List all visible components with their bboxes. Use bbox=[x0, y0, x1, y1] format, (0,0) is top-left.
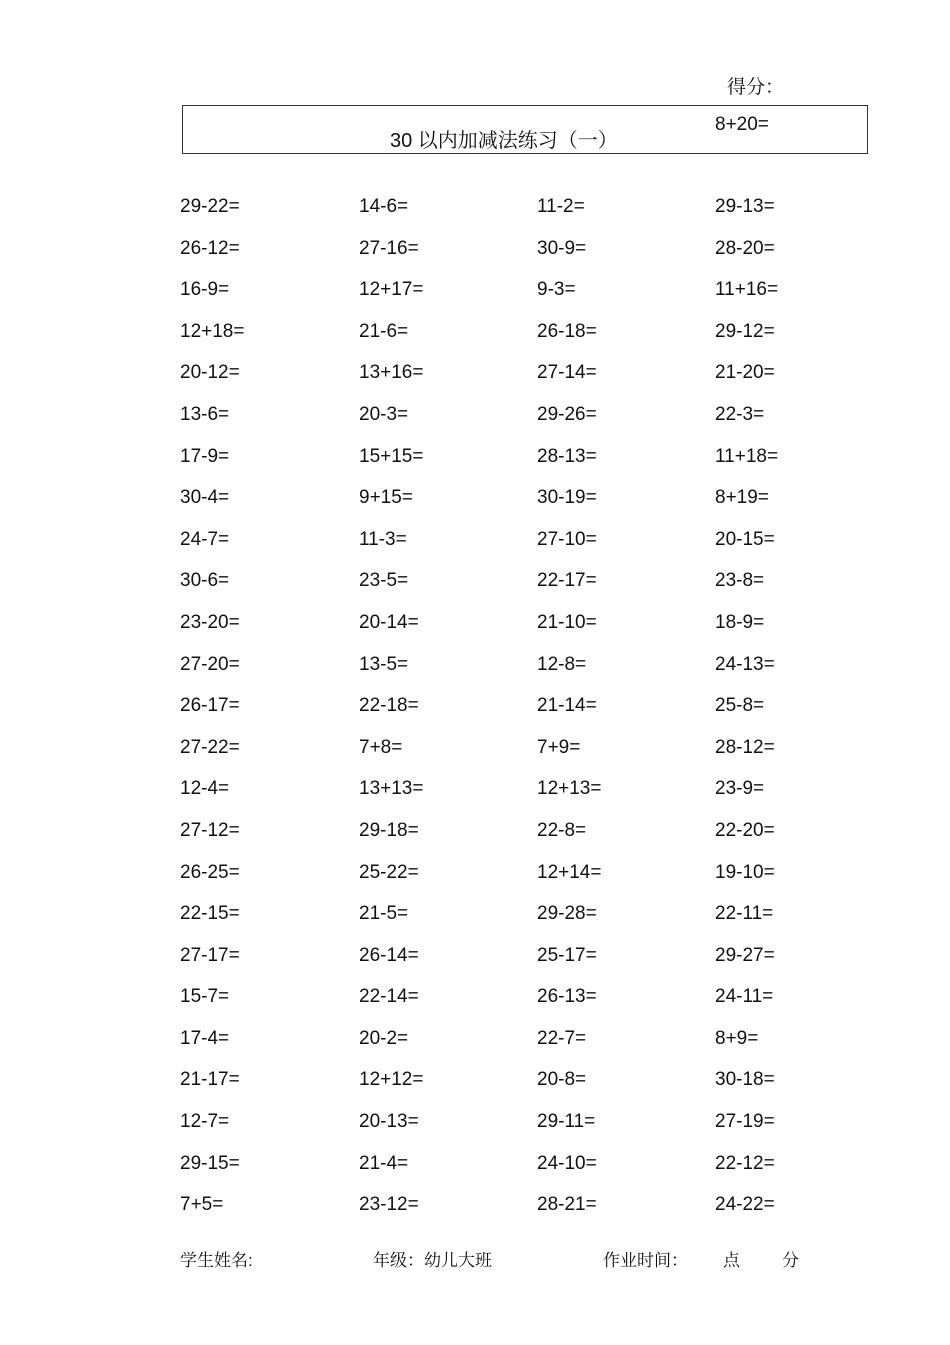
problem-item: 26-13= bbox=[537, 986, 597, 1008]
problem-item: 22-18= bbox=[359, 695, 419, 717]
problem-item: 8+9= bbox=[715, 1027, 759, 1049]
extra-problem: 8+20= bbox=[715, 114, 769, 135]
problem-item: 11-3= bbox=[359, 528, 407, 550]
problem-item: 22-11= bbox=[715, 903, 774, 925]
problem-item: 23-8= bbox=[715, 570, 765, 592]
problem-item: 27-19= bbox=[715, 1111, 775, 1133]
problem-item: 29-22= bbox=[180, 196, 240, 217]
problem-item: 27-20= bbox=[180, 653, 240, 675]
problem-item: 13-5= bbox=[359, 653, 409, 675]
problem-item: 16-9= bbox=[180, 279, 230, 301]
problem-item: 29-13= bbox=[715, 196, 775, 217]
problem-item: 7+8= bbox=[359, 736, 403, 758]
problem-item: 30-4= bbox=[180, 487, 230, 509]
problem-item: 7+5= bbox=[180, 1194, 224, 1216]
problem-item: 22-7= bbox=[537, 1027, 587, 1049]
problem-item: 27-12= bbox=[180, 819, 240, 841]
problem-item: 13+13= bbox=[359, 778, 424, 800]
problem-item: 13+16= bbox=[359, 362, 424, 384]
problem-item: 21-20= bbox=[715, 362, 775, 384]
problem-item: 29-11= bbox=[537, 1111, 596, 1133]
problem-item: 21-14= bbox=[537, 695, 597, 717]
problem-item: 26-18= bbox=[537, 320, 597, 342]
problem-item: 24-13= bbox=[715, 653, 775, 675]
problem-item: 24-10= bbox=[537, 1152, 597, 1174]
problem-item: 25-22= bbox=[359, 861, 419, 883]
problem-item: 7+9= bbox=[537, 736, 581, 758]
problem-item: 22-15= bbox=[180, 903, 240, 925]
problem-item: 28-21= bbox=[537, 1194, 597, 1216]
problem-item: 12+14= bbox=[537, 861, 602, 883]
problem-item: 27-14= bbox=[537, 362, 597, 384]
problem-item: 26-12= bbox=[180, 237, 240, 259]
grade-label: 年级：幼儿大班 bbox=[373, 1251, 492, 1270]
problem-item: 21-17= bbox=[180, 1069, 240, 1091]
problem-item: 22-12= bbox=[715, 1152, 775, 1174]
problem-item: 15-7= bbox=[180, 986, 230, 1008]
problem-item: 12+13= bbox=[537, 778, 602, 800]
problem-item: 24-22= bbox=[715, 1194, 775, 1216]
problem-item: 17-4= bbox=[180, 1027, 230, 1049]
problem-item: 28-12= bbox=[715, 736, 775, 758]
problem-item: 17-9= bbox=[180, 445, 230, 467]
problem-item: 8+19= bbox=[715, 487, 769, 509]
worksheet-title: 30 以内加减法练习（一） bbox=[390, 130, 618, 152]
hour-label: 点 bbox=[723, 1251, 740, 1270]
student-name-label: 学生姓名: bbox=[180, 1251, 253, 1270]
problem-item: 26-25= bbox=[180, 861, 240, 883]
problem-item: 20-13= bbox=[359, 1111, 419, 1133]
homework-time-label: 作业时间： bbox=[603, 1251, 688, 1270]
problem-item: 22-3= bbox=[715, 403, 765, 425]
problem-item: 28-13= bbox=[537, 445, 597, 467]
problem-item: 21-5= bbox=[359, 903, 409, 925]
problem-item: 29-18= bbox=[359, 819, 419, 841]
problem-item: 30-18= bbox=[715, 1069, 775, 1091]
problem-item: 22-17= bbox=[537, 570, 597, 592]
problem-item: 26-14= bbox=[359, 944, 419, 966]
problem-item: 27-16= bbox=[359, 237, 419, 259]
problem-item: 26-17= bbox=[180, 695, 240, 717]
problem-item: 29-27= bbox=[715, 944, 775, 966]
problem-item: 12+12= bbox=[359, 1069, 424, 1091]
problem-item: 20-14= bbox=[359, 611, 419, 633]
problem-item: 11-2= bbox=[537, 196, 585, 217]
problem-item: 12-4= bbox=[180, 778, 230, 800]
problem-item: 29-26= bbox=[537, 403, 597, 425]
problem-item: 20-3= bbox=[359, 403, 409, 425]
problem-item: 22-14= bbox=[359, 986, 419, 1008]
score-label: 得分： bbox=[727, 77, 785, 98]
problem-item: 23-12= bbox=[359, 1194, 419, 1216]
minute-label: 分 bbox=[782, 1251, 799, 1270]
problem-item: 18-9= bbox=[715, 611, 765, 633]
problem-item: 20-8= bbox=[537, 1069, 587, 1091]
problem-item: 27-17= bbox=[180, 944, 240, 966]
problem-item: 30-19= bbox=[537, 487, 597, 509]
problem-item: 29-12= bbox=[715, 320, 775, 342]
problem-item: 27-10= bbox=[537, 528, 597, 550]
problem-item: 27-22= bbox=[180, 736, 240, 758]
problem-item: 15+15= bbox=[359, 445, 424, 467]
problem-item: 20-2= bbox=[359, 1027, 409, 1049]
problem-item: 22-8= bbox=[537, 819, 587, 841]
problem-item: 13-6= bbox=[180, 403, 230, 425]
problem-item: 20-15= bbox=[715, 528, 775, 550]
problem-item: 23-9= bbox=[715, 778, 765, 800]
problem-item: 21-10= bbox=[537, 611, 597, 633]
problem-item: 25-8= bbox=[715, 695, 765, 717]
problem-item: 21-6= bbox=[359, 320, 409, 342]
problem-item: 12+17= bbox=[359, 279, 424, 301]
problem-item: 11+18= bbox=[715, 445, 779, 467]
problem-item: 20-12= bbox=[180, 362, 240, 384]
problem-item: 23-20= bbox=[180, 611, 240, 633]
problem-item: 29-15= bbox=[180, 1152, 240, 1174]
problem-item: 12-7= bbox=[180, 1111, 230, 1133]
problem-item: 9-3= bbox=[537, 279, 576, 301]
problem-item: 12+18= bbox=[180, 320, 245, 342]
problem-item: 14-6= bbox=[359, 196, 409, 217]
problem-item: 19-10= bbox=[715, 861, 775, 883]
problem-item: 22-20= bbox=[715, 819, 775, 841]
problem-item: 25-17= bbox=[537, 944, 597, 966]
problem-item: 24-11= bbox=[715, 986, 774, 1008]
problem-item: 21-4= bbox=[359, 1152, 409, 1174]
problem-item: 23-5= bbox=[359, 570, 409, 592]
problem-item: 9+15= bbox=[359, 487, 413, 509]
problem-item: 12-8= bbox=[537, 653, 587, 675]
problem-item: 29-28= bbox=[537, 903, 597, 925]
problem-item: 24-7= bbox=[180, 528, 230, 550]
problem-item: 28-20= bbox=[715, 237, 775, 259]
problem-item: 30-6= bbox=[180, 570, 230, 592]
problem-item: 30-9= bbox=[537, 237, 587, 259]
problem-item: 11+16= bbox=[715, 279, 779, 301]
